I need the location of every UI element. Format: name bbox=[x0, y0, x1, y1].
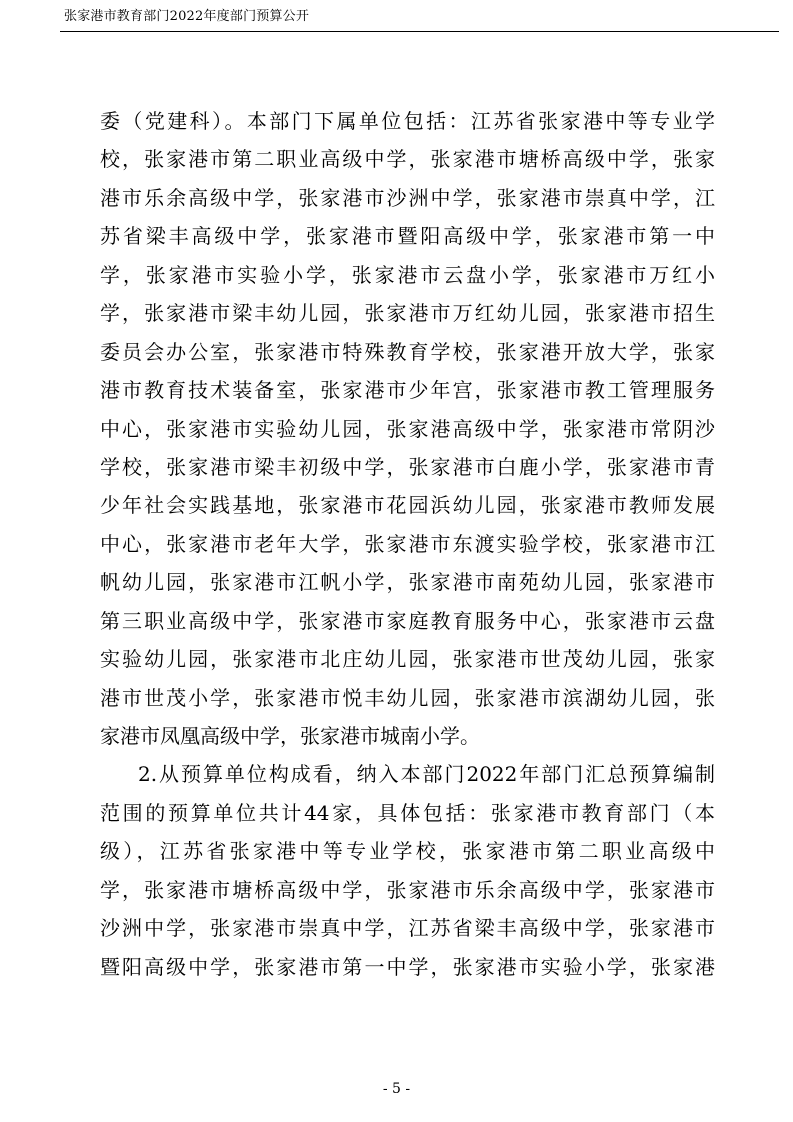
text-line: 港市乐余高级中学，张家港市沙洲中学，张家港市崇真中学，江 bbox=[100, 185, 715, 210]
text-line: 委（党建科）。本部门下属单位包括：江苏省张家港中等专业学 bbox=[100, 109, 715, 133]
header-divider bbox=[60, 31, 779, 32]
text-line: 校，张家港市第二职业高级中学，张家港市塘桥高级中学，张家 bbox=[100, 147, 715, 172]
text-line: 港市教育技术装备室，张家港市少年宫，张家港市教工管理服务 bbox=[100, 378, 715, 403]
text-line: 实验幼儿园，张家港市北庄幼儿园，张家港市世茂幼儿园，张家 bbox=[100, 647, 715, 672]
page-number: - 5 - bbox=[382, 1081, 411, 1097]
text-line: 暨阳高级中学，张家港市第一中学，张家港市实验小学，张家港 bbox=[100, 954, 715, 979]
text-line: 苏省梁丰高级中学，张家港市暨阳高级中学，张家港市第一中 bbox=[100, 224, 715, 249]
text-line: 第三职业高级中学，张家港市家庭教育服务中心，张家港市云盘 bbox=[100, 608, 715, 633]
text-line: 学，张家港市梁丰幼儿园，张家港市万红幼儿园，张家港市招生 bbox=[100, 301, 715, 326]
document-body bbox=[100, 102, 715, 986]
text-line: 范围的预算单位共计44家，具体包括：张家港市教育部门（本 bbox=[100, 800, 715, 825]
paragraph-budget-scope bbox=[100, 755, 715, 986]
text-line: 港市世茂小学，张家港市悦丰幼儿园，张家港市滨湖幼儿园，张 bbox=[100, 685, 715, 710]
text-line: 少年社会实践基地，张家港市花园浜幼儿园，张家港市教师发展 bbox=[100, 493, 715, 518]
text-line: 委员会办公室，张家港市特殊教育学校，张家港开放大学，张家 bbox=[100, 339, 715, 364]
paragraph-unit-list bbox=[100, 102, 715, 755]
text-line: 级），江苏省张家港中等专业学校，张家港市第二职业高级中 bbox=[100, 839, 715, 864]
text-line: 沙洲中学，张家港市崇真中学，江苏省梁丰高级中学，张家港市 bbox=[100, 916, 715, 941]
text-line: 学，张家港市实验小学，张家港市云盘小学，张家港市万红小 bbox=[100, 262, 715, 287]
text-line-last: 家港市凤凰高级中学，张家港市城南小学。 bbox=[100, 724, 480, 748]
text-line: 学校，张家港市梁丰初级中学，张家港市白鹿小学，张家港市青 bbox=[100, 454, 715, 479]
text-line: 中心，张家港市实验幼儿园，张家港高级中学，张家港市常阴沙 bbox=[100, 416, 715, 441]
text-line: 学，张家港市塘桥高级中学，张家港市乐余高级中学，张家港市 bbox=[100, 877, 715, 902]
text-line: 帆幼儿园，张家港市江帆小学，张家港市南苑幼儿园，张家港市 bbox=[100, 570, 715, 595]
page-header-title: 张家港市教育部门2022年度部门预算公开 bbox=[64, 9, 310, 24]
text-line: 中心，张家港市老年大学，张家港市东渡实验学校，张家港市江 bbox=[100, 531, 715, 556]
text-line-first: 2.从预算单位构成看，纳入本部门2022年部门汇总预算编制 bbox=[138, 762, 715, 787]
